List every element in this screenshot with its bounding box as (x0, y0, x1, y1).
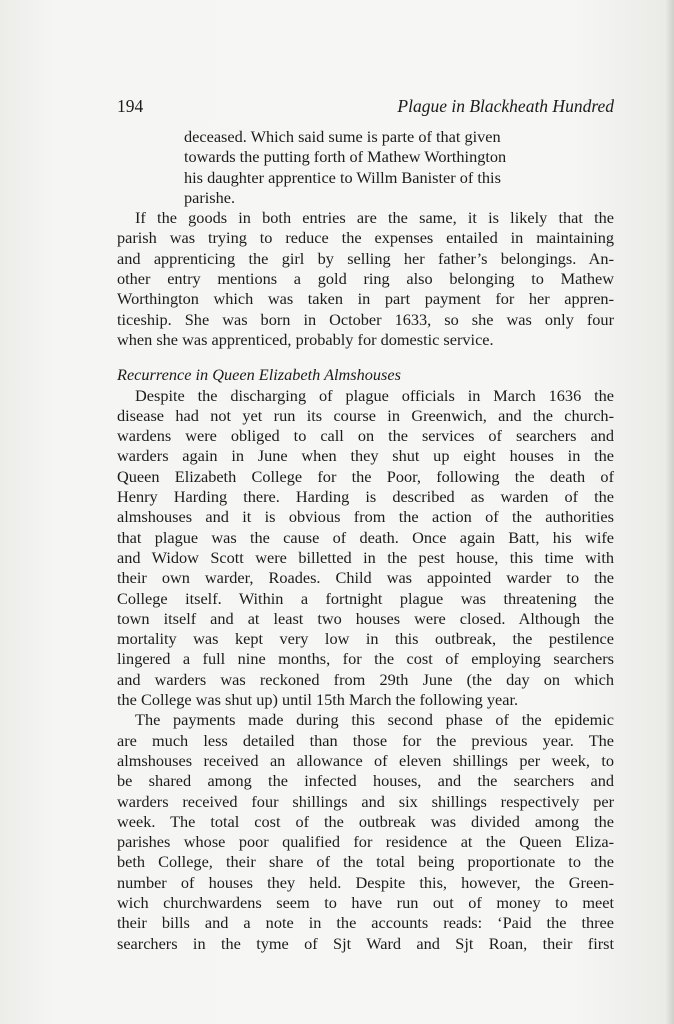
text-line: and Widow Scott were billetted in the pest house, this time with (117, 547, 614, 567)
text-line: when she was apprenticed, probably for domestic service. (117, 329, 494, 349)
text-line: be shared among the infected houses, and the searchers and (117, 771, 614, 791)
text-line: Henry Harding there. Harding is described as warden of the (117, 487, 614, 507)
text-line: almshouses and it is obvious from the action of the authorities (117, 507, 614, 527)
text-line: warders received four shillings and six shillings respectively per (117, 791, 614, 811)
body-text (117, 127, 614, 954)
text-line: Queen Elizabeth College for the Poor, following the death of (117, 466, 614, 486)
text-line: town itself and at least two houses were closed. Although the (117, 608, 614, 628)
text-line: wardens were obliged to call on the services of searchers and (117, 426, 614, 446)
text-line: If the goods in both entries are the same, it is likely that the (135, 208, 614, 228)
quote-line: his daughter apprentice to Willm Banister of this (184, 167, 501, 187)
text-line: warders again in June when they shut up eight houses in the (117, 446, 614, 466)
paragraph-3 (117, 710, 614, 954)
text-line: College itself. Within a fortnight plague was threatening the (117, 588, 614, 608)
text-line: mortality was kept very low in this outbreak, the pestilence (117, 629, 614, 649)
text-line: beth College, their share of the total being proportionate to the (117, 852, 614, 872)
quote-line: parishe. (184, 187, 236, 207)
text-line: Despite the discharging of plague officials in March 1636 the (135, 385, 614, 405)
block-quote (184, 127, 614, 208)
page-number: 194 (117, 96, 144, 116)
text-line: that plague was the cause of death. Once again Batt, his wife (117, 527, 614, 547)
text-line: ticeship. She was born in October 1633, so she was only four (117, 309, 614, 329)
text-line: the College was shut up) until 15th March the following year. (117, 690, 519, 710)
text-line: other entry mentions a gold ring also belonging to Mathew (117, 269, 614, 289)
section-heading: Recurrence in Queen Elizabeth Almshouses (117, 365, 401, 385)
text-line: and apprenticing the girl by selling her father’s belongings. An- (117, 248, 614, 268)
text-line: almshouses received an allowance of eleven shillings per week, to (117, 750, 614, 770)
running-title: Plague in Blackheath Hundred (397, 96, 614, 116)
paragraph-2 (117, 386, 614, 711)
quote-line: deceased. Which said sume is parte of that given (184, 127, 501, 146)
text-line: their own warder, Roades. Child was appointed warder to the (117, 568, 614, 588)
text-line: The payments made during this second phase of the epidemic (135, 710, 614, 730)
quote-line: towards the putting forth of Mathew Worthington (184, 147, 507, 167)
text-line: week. The total cost of the outbreak was divided among the (117, 811, 614, 831)
text-line: and warders was reckoned from 29th June (the day on which (117, 669, 614, 689)
text-line: wich churchwardens seem to have run out of money to meet (117, 892, 614, 912)
page-edge-shadow (666, 0, 674, 1024)
text-line: are much less detailed than those for the previous year. The (117, 730, 614, 750)
text-line: disease had not yet run its course in Greenwich, and the church- (117, 405, 614, 425)
text-line: lingered a full nine months, for the cost of employing searchers (117, 649, 614, 669)
text-line: parishes whose poor qualified for residence at the Queen Eliza- (117, 832, 614, 852)
text-line: number of houses they held. Despite this, however, the Green- (117, 872, 614, 892)
text-line: searchers in the tyme of Sjt Ward and Sjt Roan, their first (117, 933, 614, 953)
text-line: their bills and a note in the accounts reads: ‘Paid the three (117, 913, 614, 933)
paragraph-1 (117, 208, 614, 350)
running-head (117, 96, 614, 120)
text-line: Worthington which was taken in part payment for her appren- (117, 289, 614, 309)
text-line: parish was trying to reduce the expenses entailed in maintaining (117, 228, 614, 248)
